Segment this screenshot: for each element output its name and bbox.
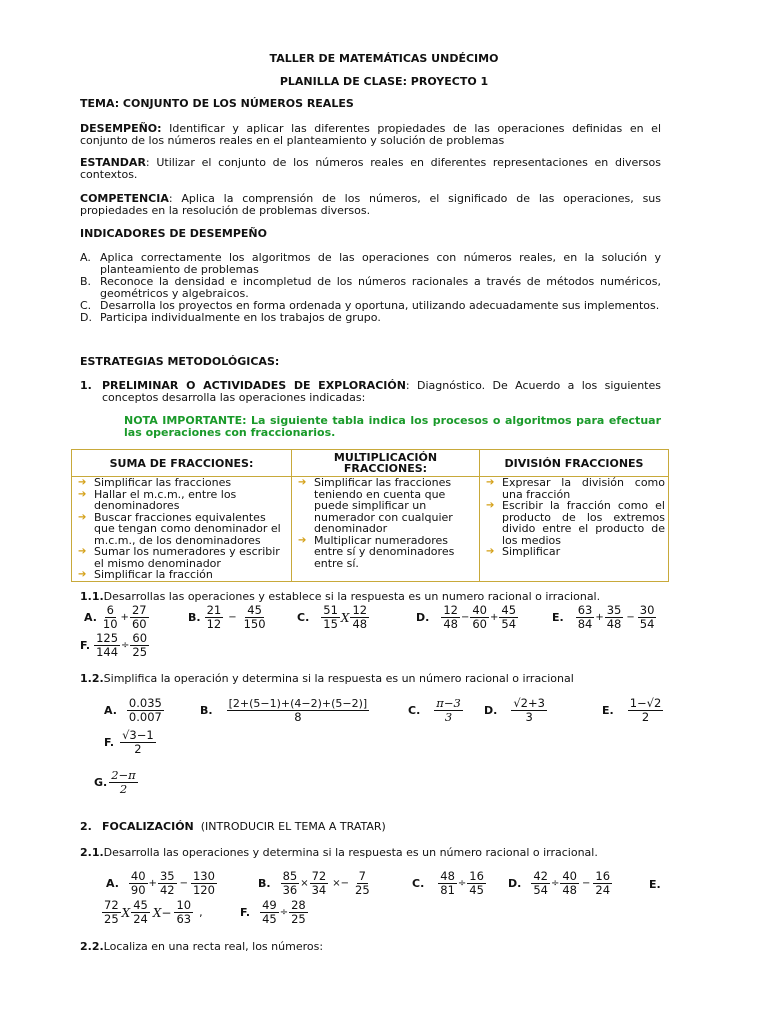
- arrow-bullet-icon: ➔: [78, 511, 87, 523]
- indicador-a: A. Aplica correctamente los algoritmos de las operaciones con números reales, en la solución y planteamiento de problemas: [80, 251, 661, 276]
- ex21-f: F. $\frac{49}{45}$ ÷ $\frac{28}{25}$: [240, 898, 306, 926]
- fraction: $\frac{45}{54}$: [501, 603, 517, 631]
- ex21-a: A. $\frac{40}{90}$ + $\frac{35}{42}$ − $\frac{130}{120}$: [106, 869, 215, 897]
- fraction: $\frac{51}{15}$: [323, 603, 338, 631]
- ex11-b: B. $\frac{21}{12}$ − $\frac{45}{150}$: [188, 603, 266, 631]
- ex12-d: D. $\frac{√2+3}{3}$: [484, 696, 545, 724]
- suma-steps: [72, 477, 292, 582]
- fraction: $\frac{6}{10}$: [102, 603, 118, 631]
- table-bullet-item: ➔ Simplificar la fracción: [78, 568, 213, 581]
- fraction: $\frac{72}{25}$: [104, 898, 119, 926]
- fraction: $\frac{85}{36}$: [282, 869, 298, 897]
- indicador-b: B. Reconoce la densidad e incompletud de los números racionales a través de métodos numéricos, geométricos y algebraicos.: [80, 275, 661, 300]
- fraction: $\frac{40}{48}$: [562, 869, 577, 897]
- table-bullet-item: ➔ Hallar el m.c.m., entre los denominadores: [78, 487, 237, 512]
- competencia-paragraph: COMPETENCIA: Aplica la comprensión de los números, el significado de las operaciones, sus propiedades en la resolución de problemas diversos.: [80, 192, 661, 217]
- header-multiplicacion: MULTIPLICACIÓN FRACCIONES:: [292, 450, 480, 477]
- table-bullet-item: ➔ Escribir la fracción como el producto de los extremos divido entre el producto de los medios: [486, 499, 665, 547]
- fraction: $\frac{35}{48}$: [606, 603, 622, 631]
- ex21-e: $\frac{72}{25}$ X $\frac{45}{24}$ X− $\frac{10}{63}$ ,: [104, 898, 203, 926]
- indicador-d: D. Participa individualmente en los trabajos de grupo.: [80, 311, 381, 324]
- arrow-bullet-icon: ➔: [78, 546, 87, 557]
- ex12-e: E. $\frac{1-√2}{2}$: [602, 696, 662, 724]
- estrategias-heading: ESTRATEGIAS METODOLÓGICAS:: [80, 355, 280, 368]
- table-bullet-item: ➔ Sumar los numeradores y escribir el mismo denominador: [78, 545, 280, 570]
- fraction: $\frac{72}{34}$: [311, 869, 327, 897]
- arrow-bullet-icon: ➔: [298, 477, 307, 488]
- table-bullet-item: ➔ Simplificar: [486, 545, 561, 558]
- fraction: $\frac{[2+(5-1)+(4-2)+(5-2)]}{8}$: [228, 697, 368, 724]
- ex21-d: D. $\frac{42}{54}$ ÷ $\frac{40}{48}$ − $\frac{16}{24}$: [508, 869, 611, 897]
- fraction: $\frac{7}{25}$: [355, 869, 370, 897]
- fraction: $\frac{1-√2}{2}$: [629, 696, 662, 724]
- fraction: $\frac{28}{25}$: [291, 898, 306, 926]
- ex11-e: E. $\frac{63}{84}$ + $\frac{35}{48}$ − $\frac{30}{54}$: [552, 603, 655, 631]
- fraction: $\frac{0.035}{0.007}$: [128, 696, 162, 724]
- fraction: $\frac{21}{12}$: [206, 603, 222, 631]
- fraction: $\frac{60}{25}$: [132, 631, 148, 659]
- ex12-f: F. $\frac{√3-1}{2}$: [104, 728, 154, 756]
- fraction: $\frac{√3-1}{2}$: [122, 728, 154, 756]
- ex21-e-letter: E.: [649, 878, 661, 891]
- fraction: $\frac{48}{81}$: [440, 869, 455, 897]
- fraction: $\frac{16}{24}$: [595, 869, 611, 897]
- arrow-bullet-icon: ➔: [486, 477, 495, 488]
- ex21-instruction: 2.1.Desarrolla las operaciones y determina si la respuesta es un número racional o irracional.: [80, 846, 598, 859]
- indicadores-list: [80, 252, 661, 324]
- indicadores-heading: INDICADORES DE DESEMPEÑO: [80, 227, 267, 240]
- ex12-a: A. $\frac{0.035}{0.007}$: [104, 696, 162, 724]
- fraction: $\frac{10}{63}$: [176, 898, 192, 926]
- ex12-g: G. $\frac{2-\pi}{2}$: [94, 768, 136, 796]
- multiplicacion-steps: [292, 477, 480, 582]
- fraction: $\frac{45}{24}$: [133, 898, 148, 926]
- fraction: $\frac{40}{60}$: [472, 603, 487, 631]
- arrow-bullet-icon: ➔: [78, 569, 87, 580]
- tema: TEMA: CONJUNTO DE LOS NÚMEROS REALES: [80, 97, 354, 110]
- header-division: DIVISIÓN FRACCIONES: [480, 450, 669, 477]
- fraction: $\frac{63}{84}$: [577, 603, 593, 631]
- fraction: $\frac{12}{48}$: [352, 603, 368, 631]
- arrow-bullet-icon: ➔: [78, 477, 87, 488]
- fraction: $\frac{49}{45}$: [262, 898, 277, 926]
- estandar-paragraph: ESTANDAR: Utilizar el conjunto de los números reales en diferentes representaciones en diversos contextos.: [80, 156, 661, 181]
- ex11-instruction: 1.1.Desarrollas las operaciones y establece si la respuesta es un numero racional o irracional.: [80, 590, 601, 603]
- indicador-c: C. Desarrolla los proyectos en forma ordenada y oportuna, utilizando adecuadamente sus implementos.: [80, 299, 660, 312]
- fraction: $\frac{40}{90}$: [130, 869, 146, 897]
- fraction: $\frac{\pi-3}{3}$: [436, 696, 461, 724]
- arrow-bullet-icon: ➔: [78, 488, 87, 500]
- nota-importante: NOTA IMPORTANTE: La siguiente tabla indica los procesos o algoritmos para efectuar las operaciones con fraccionarios.: [124, 414, 661, 439]
- ex22-instruction: 2.2.Localiza en una recta real, los números:: [80, 940, 324, 953]
- fraction: $\frac{30}{54}$: [639, 603, 655, 631]
- procesos-table: [71, 449, 669, 582]
- focalizacion-heading: 2. FOCALIZACIÓN (INTRODUCIR EL TEMA A TRATAR): [80, 820, 386, 833]
- fraction: $\frac{16}{45}$: [469, 869, 484, 897]
- ex11-d: D. $\frac{12}{48}$ − $\frac{40}{60}$ + $\frac{45}{54}$: [416, 603, 517, 631]
- fraction: $\frac{35}{42}$: [159, 869, 175, 897]
- ex21-c: C. $\frac{48}{81}$ ÷ $\frac{16}{45}$: [412, 869, 484, 897]
- fraction: $\frac{130}{120}$: [192, 869, 215, 897]
- ex12-c: C. $\frac{\pi-3}{3}$: [408, 696, 461, 724]
- fraction: $\frac{√2+3}{3}$: [513, 696, 545, 724]
- document-subtitle: PLANILLA DE CLASE: PROYECTO 1: [279, 75, 489, 88]
- ex11-f: F. $\frac{125}{144}$ ÷ $\frac{60}{25}$: [80, 631, 148, 659]
- ex12-b: B. $\frac{[2+(5-1)+(4-2)+(5-2)]}{8}$: [200, 697, 368, 724]
- division-steps: [480, 477, 669, 582]
- document-title: TALLER DE MATEMÁTICAS UNDÉCIMO: [269, 52, 499, 65]
- fraction: $\frac{27}{60}$: [131, 603, 147, 631]
- fraction: $\frac{45}{150}$: [243, 603, 266, 631]
- arrow-bullet-icon: ➔: [298, 534, 307, 546]
- ex11-c: C. $\frac{51}{15}$ X $\frac{12}{48}$: [297, 603, 368, 631]
- fraction: $\frac{2-\pi}{2}$: [111, 768, 136, 796]
- fraction: $\frac{125}{144}$: [96, 631, 119, 659]
- desempeno-paragraph: DESEMPEÑO: Identificar y aplicar las diferentes propiedades de las operaciones definidas en el conjunto de los números reales en el planteamiento y solución de problemas: [80, 122, 661, 147]
- ex12-instruction: 1.2.Simplifica la operación y determina si la respuesta es un número racional o irracional: [80, 672, 574, 685]
- fraction: $\frac{12}{48}$: [443, 603, 458, 631]
- fraction: $\frac{42}{54}$: [533, 869, 548, 897]
- table-bullet-item: ➔ Buscar fracciones equivalentes que tengan como denominador el m.c.m., de los denominadores: [78, 510, 281, 547]
- table-bullet-item: ➔ Simplificar las fracciones: [78, 476, 232, 489]
- arrow-bullet-icon: ➔: [486, 546, 495, 557]
- preliminar-paragraph: 1. PRELIMINAR O ACTIVIDADES DE EXPLORACIÓN: Diagnóstico. De Acuerdo a los siguientes conceptos desarrolla las operaciones indicadas:: [80, 379, 661, 404]
- table-bullet-item: ➔ Expresar la división como una fracción: [486, 476, 665, 501]
- header-suma: SUMA DE FRACCIONES:: [72, 450, 292, 477]
- ex11-a: A. $\frac{6}{10}$ + $\frac{27}{60}$: [84, 603, 147, 631]
- arrow-bullet-icon: ➔: [486, 500, 495, 511]
- table-bullet-item: ➔ Simplificar las fracciones teniendo en cuenta que puede simplificar un numerador con cualquier denominador: [298, 476, 453, 535]
- ex21-b: B. $\frac{85}{36}$ × $\frac{72}{34}$ ×− $\frac{7}{25}$: [258, 869, 370, 897]
- table-bullet-item: ➔ Multiplicar numeradores entre sí y denominadores entre sí.: [298, 533, 455, 570]
